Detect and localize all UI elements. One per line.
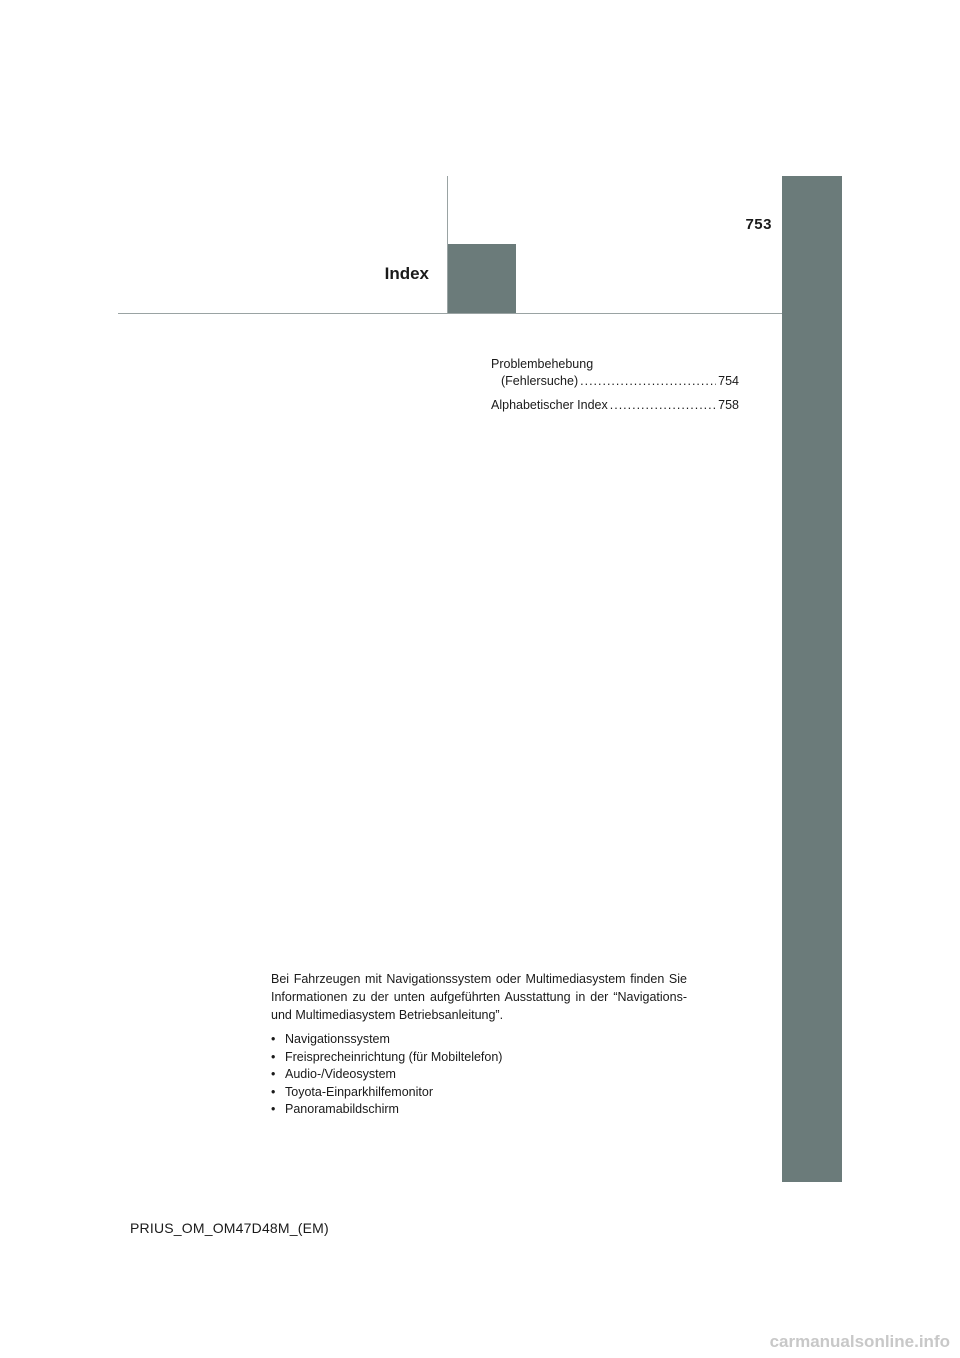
section-title: Index xyxy=(384,264,429,283)
page-number: 753 xyxy=(745,216,772,233)
bullet-icon: • xyxy=(271,1102,276,1116)
toc-entry-line xyxy=(491,373,739,390)
list-item-text: Toyota-Einparkhilfemonitor xyxy=(285,1084,433,1099)
equipment-list xyxy=(271,1031,687,1119)
list-item xyxy=(271,1101,687,1119)
toc-entry-page: 754 xyxy=(718,374,739,388)
list-item-text: Audio-/Videosystem xyxy=(285,1067,396,1081)
toc-entry-title: Problembehebung xyxy=(491,357,594,371)
list-item xyxy=(271,1031,687,1049)
toc-entry-line xyxy=(491,356,739,373)
bullet-icon: • xyxy=(271,1032,276,1046)
watermark: carmanualsonline.info xyxy=(769,1332,950,1351)
bullet-icon: • xyxy=(271,1067,276,1081)
chapter-side-tab xyxy=(782,176,842,1182)
toc-entry-title: (Fehlersuche) xyxy=(501,374,579,388)
bullet-icon: • xyxy=(271,1049,276,1064)
list-item-text: Panoramabildschirm xyxy=(285,1102,399,1116)
note-text: Bei Fahrzeugen mit Navigationssystem oder Multimediasystem finden Sie Informationen zu der unten aufgeführten Ausstattung in der “Navigations- und Multimediasystem Betriebsanleitung”. xyxy=(271,972,687,1022)
multimedia-note xyxy=(271,970,687,1119)
list-item xyxy=(271,1084,687,1102)
toc-entry-page: 758 xyxy=(718,398,739,412)
toc-entry-title: Alphabetischer Index xyxy=(491,398,608,412)
list-item xyxy=(271,1066,687,1084)
bullet-icon: • xyxy=(271,1084,276,1099)
section-color-block xyxy=(448,244,516,314)
toc-entry-line xyxy=(491,397,739,414)
list-item-text: Navigationssystem xyxy=(285,1032,390,1046)
toc-entry-alphabetischer-index[interactable] xyxy=(491,397,739,414)
toc-entry-problembehebung[interactable] xyxy=(491,356,739,390)
list-item-text: Freisprecheinrichtung (für Mobiltelefon) xyxy=(285,1049,503,1064)
toc-dot-leader xyxy=(610,397,716,414)
header-horizontal-rule xyxy=(118,313,782,314)
list-item xyxy=(271,1049,687,1067)
table-of-contents xyxy=(491,356,739,421)
document-code-footer: PRIUS_OM_OM47D48M_(EM) xyxy=(130,1220,329,1236)
toc-dot-leader xyxy=(580,373,716,390)
